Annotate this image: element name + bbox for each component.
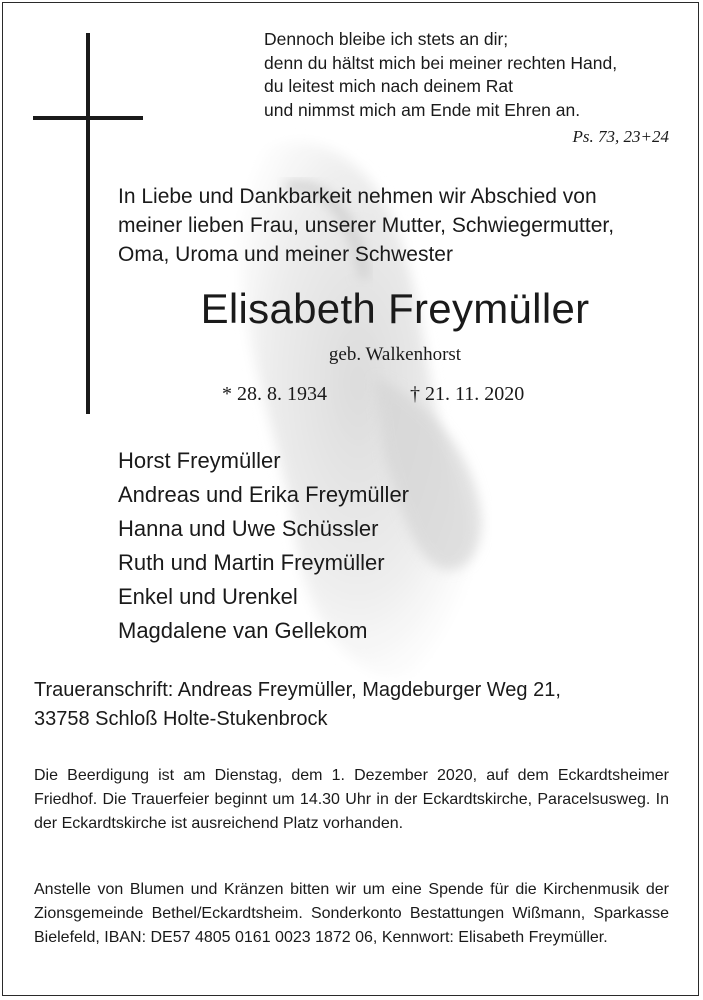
mourners-list [118,444,409,648]
mourner-item: Magdalene van Gellekom [118,618,368,643]
intro-line: Oma, Uroma und meiner Schwester [118,243,453,266]
maiden-name: geb. Walkenhorst [328,344,462,365]
verse-line: Dennoch bleibe ich stets an dir; [264,29,509,49]
verse-line: und nimmst mich am Ende mit Ehren an. [264,99,581,120]
verse-line: du leitest mich nach deinem Rat [264,76,514,96]
intro-line: meiner lieben Frau, unserer Mutter, Schwiegermutter, [118,214,615,237]
cross-horizontal-bar [33,116,143,120]
deceased-name: Elisabeth Freymüller [200,285,590,332]
verse-reference: Ps. 73, 23+24 [572,127,669,146]
birth-date: * 28. 8. 1934 [222,383,327,405]
mourner-item: Horst Freymüller [118,448,281,473]
donation-info: Anstelle von Blumen und Kränzen bitten wir um eine Spende für die Kirchenmusik der Zionsgemeinde Bethel/Eckardtsheim. Sonderkonto Bestattungen Wißmann, Sparkasse Bielefeld, IBAN: DE57 4805 0161 0023 1872 06, Kennwort: Elisabeth Freymüller. [34,881,669,946]
death-date: † 21. 11. 2020 [410,383,525,405]
address-line: 33758 Schloß Holte-Stukenbrock [34,708,328,730]
mourner-item: Hanna und Uwe Schüssler [118,516,379,541]
mourning-address [34,676,561,734]
funeral-info: Die Beerdigung ist am Dienstag, dem 1. Dezember 2020, auf dem Eckardtsheimer Friedhof. Die Trauerfeier beginnt um 14.30 Uhr in der Eckardtskirche, Paracelsusweg. In der Eckardtskirche ist ausreichend Platz vorhanden. [34,767,669,832]
mourner-item: Ruth und Martin Freymüller [118,550,385,575]
address-line: Traueranschrift: Andreas Freymüller, Magdeburger Weg 21, [34,679,561,701]
verse-line: denn du hältst mich bei meiner rechten Hand, [264,52,618,73]
bible-verse [264,28,617,122]
mourner-item: Andreas und Erika Freymüller [118,482,410,507]
mourner-item: Enkel und Urenkel [118,584,298,609]
intro-text [118,182,614,269]
intro-line: In Liebe und Dankbarkeit nehmen wir Abschied von [118,185,597,208]
